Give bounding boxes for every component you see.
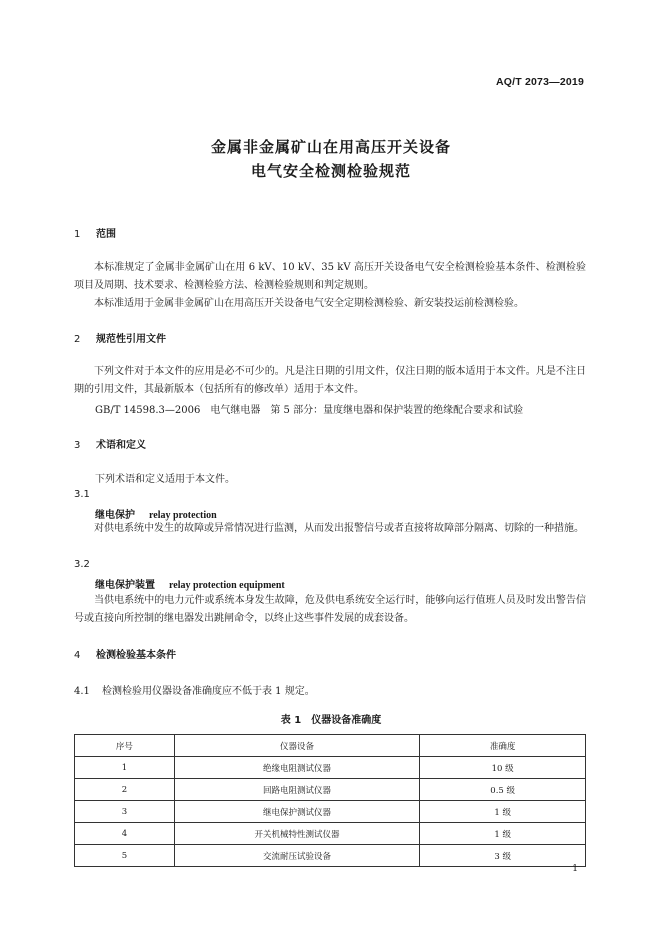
term-3-1-definition: 对供电系统中发生的故障或异常情况进行监测，从而发出报警信号或者直接将故障部分隔离、切除的一种措施。 [94, 523, 584, 534]
term-3-2-chinese: 继电保护装置 [95, 580, 155, 591]
table-row [75, 801, 586, 823]
term-3-1-number: 3.1 [74, 489, 90, 500]
document-title-line1: 金属非金属矿山在用高压开关设备 [210, 138, 451, 156]
page-number: 1 [572, 864, 578, 874]
clause-4-1-text: 检测检验用仪器设备准确度应不低于表 1 规定。 [102, 686, 315, 697]
term-3-2-number: 3.2 [74, 559, 90, 570]
section-3-number: 3 [74, 440, 81, 451]
table-row [75, 823, 586, 845]
table-cell: 继电保护测试仪器 [174, 801, 420, 823]
table-cell: 4 [75, 823, 175, 845]
term-3-2-definition: 当供电系统中的电力元件或系统本身发生故障，危及供电系统安全运行时，能够向运行值班人员及时发出警告信号或直接向所控制的继电器发出跳闸命令，以终止这些事件发展的成套设备。 [74, 595, 586, 624]
table-cell: 3 级 [420, 845, 586, 867]
table-cell: 10 级 [420, 757, 586, 779]
standard-code: AQ/T 2073—2019 [495, 76, 584, 88]
table-cell: 绝缘电阻测试仪器 [174, 757, 420, 779]
section-1-heading [74, 225, 116, 240]
table-row [75, 757, 586, 779]
clause-4-1 [74, 682, 315, 697]
section-1-number: 1 [74, 229, 81, 240]
clause-4-1-number: 4.1 [74, 686, 90, 697]
section-1-title: 范围 [96, 229, 116, 240]
table-cell: 交流耐压试验设备 [174, 845, 420, 867]
section-2-heading [74, 330, 166, 345]
table-header-cell: 仪器设备 [174, 735, 420, 757]
table-cell: 1 [75, 757, 175, 779]
table-row [75, 845, 586, 867]
section-3-title: 术语和定义 [96, 440, 146, 451]
section-4-heading [74, 646, 176, 661]
table-cell: 开关机械特性测试仪器 [174, 823, 420, 845]
section-2-title: 规范性引用文件 [96, 334, 166, 345]
table-header-row [75, 735, 586, 757]
table-cell: 2 [75, 779, 175, 801]
section-2-paragraph-1: 下列文件对于本文件的应用是必不可少的。凡是注日期的引用文件，仅注日期的版本适用于本文件。凡是不注日期的引用文件，其最新版本（包括所有的修改单）适用于本文件。 [74, 366, 586, 395]
table-cell: 回路电阻测试仪器 [174, 779, 420, 801]
table-cell: 5 [75, 845, 175, 867]
term-3-2-english: relay protection equipment [169, 580, 285, 591]
section-3-intro: 下列术语和定义适用于本文件。 [95, 474, 235, 485]
section-3-heading [74, 436, 146, 451]
table-cell: 1 级 [420, 801, 586, 823]
section-1-paragraph-1: 本标准规定了金属非金属矿山在用 6 kV、10 kV、35 kV 高压开关设备电气安全检测检验基本条件、检测检验项目及周期、技术要求、检测检验方法、检测检验规则和判定规则。 [74, 262, 586, 291]
table-header-cell: 准确度 [420, 735, 586, 757]
section-2-number: 2 [74, 334, 81, 345]
section-4-title: 检测检验基本条件 [96, 650, 176, 661]
instrument-accuracy-table [74, 734, 586, 867]
term-3-1-chinese: 继电保护 [95, 510, 135, 521]
table-1-caption: 表 1 仪器设备准确度 [280, 715, 382, 726]
table-row [75, 779, 586, 801]
table-header-cell: 序号 [75, 735, 175, 757]
section-4-number: 4 [74, 650, 81, 661]
table-cell: 0.5 级 [420, 779, 586, 801]
normative-reference: GB/T 14598.3—2006 电气继电器 第 5 部分：量度继电器和保护装置的绝缘配合要求和试验 [95, 405, 524, 416]
term-3-1-english: relay protection [149, 510, 217, 521]
term-3-2 [95, 576, 285, 591]
table-cell: 3 [75, 801, 175, 823]
document-title-line2: 电气安全检测检验规范 [250, 162, 411, 180]
section-1-paragraph-2: 本标准适用于金属非金属矿山在用高压开关设备电气安全定期检测检验、新安装投运前检测检验。 [94, 298, 524, 309]
term-3-1 [95, 506, 217, 521]
table-cell: 1 级 [420, 823, 586, 845]
